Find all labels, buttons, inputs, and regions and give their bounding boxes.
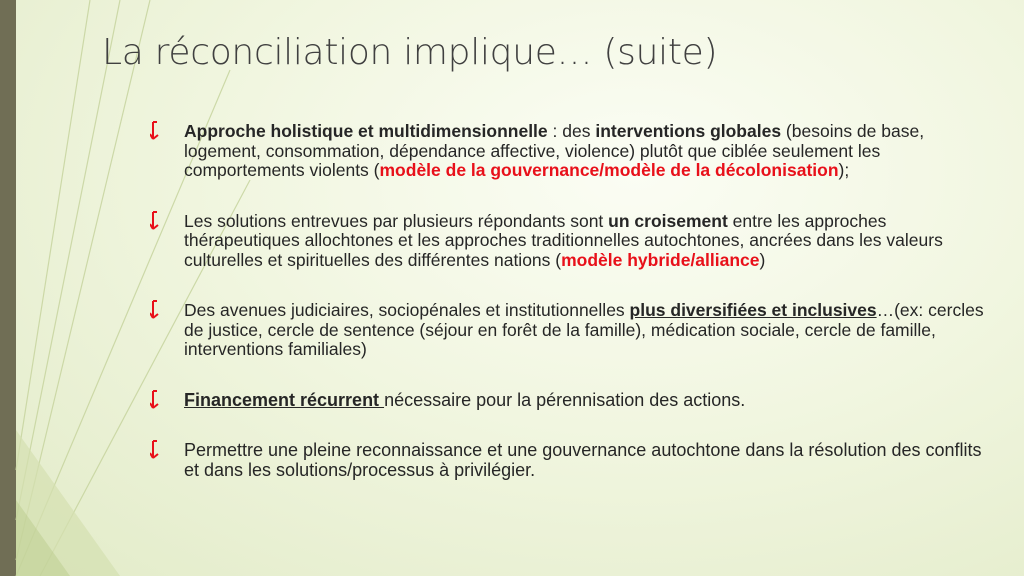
bullet-item (150, 391, 990, 411)
down-arrow-icon (150, 440, 166, 462)
bullet-highlight: modèle de la gouvernance/modèle de la décolonisation (379, 160, 839, 180)
bullet-text-part: ) (759, 249, 766, 270)
bullet-emphasis: un croisement (608, 210, 728, 231)
bullet-text-part: …(ex: cercles de justice, cercle de sentence (séjour en forêt de la famille), médication sociale, cercle de famille, interventions familiales) (184, 300, 984, 359)
bullet-text-part: Permettre une pleine reconnaissance et une gouvernance autochtone dans la résolution des conflits et dans les solutions/processus à privilégier. (184, 440, 982, 480)
bullet-item (150, 212, 990, 271)
bullet-emphasis: Financement récurrent (184, 389, 385, 410)
bullet-text-part: ); (838, 160, 850, 180)
bullet-list (150, 122, 990, 480)
slide-title: La réconciliation implique… (suite) (102, 32, 718, 73)
bullet-text-part: Des avenues judiciaires, sociopénales et institutionnelles (184, 300, 630, 320)
bullet-item (150, 441, 990, 480)
down-arrow-icon (150, 300, 166, 322)
bullet-highlight: modèle hybride/alliance (561, 249, 760, 270)
bullet-text-part: Les solutions entrevues par plusieurs répondants sont (184, 210, 609, 231)
bullet-text (184, 301, 990, 360)
bullet-item (150, 122, 990, 181)
bullet-text (184, 441, 990, 480)
bullet-text-part: (besoins de base, logement, consommation, dépendance affective, violence) plutôt que ciblée seulement les comportements violents ( (184, 121, 925, 180)
down-arrow-icon (150, 211, 166, 233)
down-arrow-icon (150, 121, 166, 143)
bullet-text (184, 122, 990, 181)
bullet-text (184, 212, 990, 271)
bullet-item (150, 301, 990, 360)
down-arrow-icon (150, 390, 166, 412)
bullet-emphasis: plus diversifiées et inclusives (629, 300, 877, 320)
bullet-emphasis: Approche holistique et multidimensionnelle (184, 121, 548, 141)
bullet-text-part: entre les approches thérapeutiques allochtones et les approches traditionnelles autochtones, ancrées dans les valeurs culturelles et spirituelles des différentes nations ( (184, 210, 943, 270)
bullet-text-part: nécessaire pour la pérennisation des actions. (384, 389, 746, 410)
bullet-emphasis: interventions globales (595, 121, 782, 141)
bullet-text-part: : des (547, 121, 596, 141)
bullet-text (184, 391, 990, 411)
